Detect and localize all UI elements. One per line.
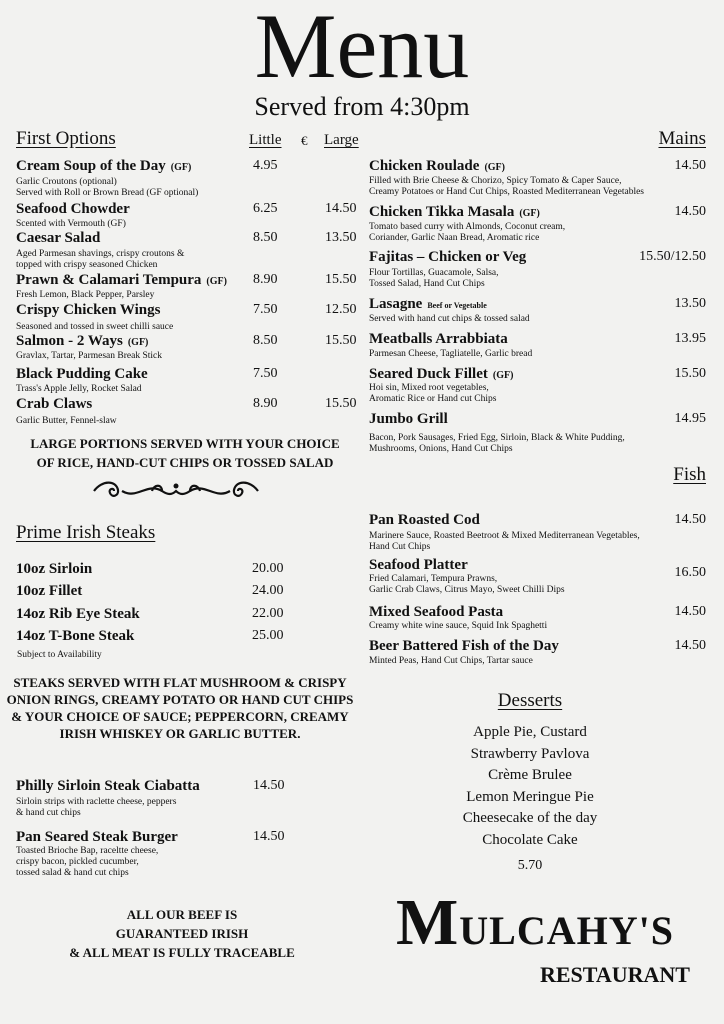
item-name: Crispy Chicken Wings [16,302,161,318]
price: 14.50 [674,158,706,173]
portions-note-line: OF RICE, HAND-CUT CHIPS OR TOSSED SALAD [36,455,334,470]
price-little: 4.95 [253,158,278,173]
item-name: Philly Sirloin Steak Ciabatta [16,778,200,794]
dessert-item: Crème Brulee [488,767,572,784]
item-description: Marinere Sauce, Roasted Beetroot & Mixed Mediterranean Vegetables, [369,531,640,541]
price: 14.50 [253,829,285,844]
price-large: 15.50 [325,272,357,287]
price: 14.50 [253,778,285,793]
price: 14.50 [674,638,706,653]
currency-symbol: € [301,133,308,148]
price: 16.50 [674,565,706,580]
item-description: Aged Parmesan shavings, crispy croutons & [16,249,185,259]
item-description: Served with Roll or Brown Bread (GF optional) [16,188,199,198]
price-little: 7.50 [253,366,278,381]
item-description: Creamy white wine sauce, Squid Ink Spaghetti [369,621,548,631]
price: 20.00 [252,561,284,576]
gluten-free-tag: (GF) [127,337,149,348]
item-description: Scented with Vermouth (GF) [16,219,126,229]
menu-item-name [369,512,480,529]
beef-note-line: ALL OUR BEEF IS [126,907,238,922]
steaks-note: STEAKS SERVED WITH FLAT MUSHROOM & CRISPY ONION RINGS, CREAMY POTATO OR HAND CUT CHIPS & YOUR CHOICE OF SAUCE; PEPPERCORN, CREAMY IRISH WHISKEY OR GARLIC BUTTER. [6,675,354,741]
item-name: Lasagne [369,296,423,312]
item-name: Cream Soup of the Day [16,158,166,174]
price-little: 8.90 [253,396,278,411]
menu-item-name [369,158,505,175]
price-little: 8.50 [253,230,278,245]
item-description: & hand cut chips [16,808,81,818]
menu-item-name [16,829,178,846]
item-description: Toasted Brioche Bap, raceltte cheese, [16,846,159,856]
item-description: Mushrooms, Onions, Hand Cut Chips [369,444,513,454]
gluten-free-tag: (GF) [492,370,514,381]
col-large: Large [324,132,359,148]
menu-item-name [16,302,161,319]
dessert-item: Cheesecake of the day [462,810,598,827]
price-little: 8.50 [253,333,278,348]
item-description: Garlic Croutons (optional) [16,177,117,187]
fish-heading: Fish [673,464,706,485]
item-description: Coriander, Garlic Naan Bread, Aromatic rice [369,233,540,243]
item-description: Sirloin strips with raclette cheese, peppers [16,797,177,807]
dessert-item: Chocolate Cake [482,832,578,848]
item-description: Seasoned and tossed in sweet chilli sauce [16,322,174,332]
price-little: 6.25 [253,201,278,216]
menu-item-name [16,158,191,175]
price-large: 15.50 [325,333,357,348]
price-large: 15.50 [325,396,357,411]
price: 14.95 [674,411,706,426]
steaks-heading: Prime Irish Steaks [16,522,156,543]
item-description: Garlic Butter, Fennel-slaw [16,416,117,426]
price: 13.50 [674,296,706,311]
desserts-heading: Desserts [497,690,563,711]
restaurant-logo-sub: RESTAURANT [540,962,690,987]
item-description: Fried Calamari, Tempura Prawns, [369,574,498,584]
menu-title: Menu [254,0,470,97]
item-name: Seafood Platter [369,557,468,573]
menu-item-name [369,557,468,574]
item-name: 10oz Sirloin [16,561,93,577]
gluten-free-tag: (GF) [484,162,505,173]
price: 14.50 [674,604,706,619]
item-name: Chicken Tikka Masala [369,204,515,220]
item-name: Pan Seared Steak Burger [16,829,178,845]
beef-note [2,905,362,962]
item-name: Salmon - 2 Ways [16,333,123,349]
gluten-free-tag: (GF) [519,208,540,219]
item-name: Beer Battered Fish of the Day [369,638,559,654]
menu-item-name [369,249,526,266]
price-large: 12.50 [325,302,357,317]
item-description: Bacon, Pork Sausages, Fried Egg, Sirloin, Black & White Pudding, [369,433,625,443]
item-variant: Beef or Vegetable [427,301,487,310]
price: 22.00 [252,606,284,621]
item-name: 14oz Rib Eye Steak [16,606,140,622]
item-name: Black Pudding Cake [16,366,148,382]
price: 15.50 [674,366,706,381]
menu-item-name [16,778,200,795]
item-name: Crab Claws [16,396,93,412]
beef-note-line: GUARANTEED IRISH [115,926,249,941]
item-name: 10oz Fillet [16,583,83,599]
item-description: tossed salad & hand cut chips [16,868,129,878]
portions-note [5,434,365,472]
item-description: Filled with Brie Cheese & Chorizo, Spicy Tomato & Caper Sauce, [369,176,622,186]
item-description: Flour Tortillas, Guacamole, Salsa, [369,268,499,278]
item-name: Fajitas – Chicken or Veg [369,249,527,265]
item-description: Minted Peas, Hand Cut Chips, Tartar sauce [369,656,533,666]
price: 25.00 [252,628,284,643]
item-name: Chicken Roulade [369,158,480,174]
dessert-item: Apple Pie, Custard [473,724,587,740]
item-name: 14oz T-Bone Steak [16,628,135,644]
item-description: Trass's Apple Jelly, Rocket Salad [16,384,142,394]
price: 14.50 [674,204,706,219]
price-large: 13.50 [325,230,357,245]
menu-item-name [16,606,140,623]
item-name: Seafood Chowder [16,201,130,217]
item-name: Caesar Salad [16,230,101,246]
price-large: 14.50 [325,201,357,216]
item-description: Served with hand cut chips & tossed salad [369,314,530,324]
ornament-divider [92,478,260,504]
dessert-item: Strawberry Pavlova [470,745,590,762]
menu-item-name [369,296,487,313]
price-little: 8.90 [253,272,278,287]
item-description: Tossed Salad, Hand Cut Chips [369,279,485,289]
menu-item-name [16,333,148,350]
item-description: Creamy Potatoes or Hand Cut Chips, Roasted Mediterranean Vegetables [369,187,644,197]
item-name: Pan Roasted Cod [369,512,480,528]
gluten-free-tag: (GF) [170,162,192,173]
menu-item-name [369,604,503,621]
menu-item-name [369,411,448,428]
item-description: Aromatic Rice or Hand cut Chips [369,394,497,404]
item-description: Parmesan Cheese, Tagliatelle, Garlic bread [369,349,533,359]
menu-item-name [16,396,92,413]
menu-item-name [16,561,92,578]
item-description: crispy bacon, pickled cucumber, [16,857,139,867]
price: 15.50/12.50 [639,249,706,264]
menu-item-name [16,366,148,383]
item-description: Fresh Lemon, Black Pepper, Parsley [16,290,155,300]
mains-heading: Mains [658,128,706,149]
item-description: Garlic Crab Claws, Citrus Mayo, Sweet Chilli Dips [369,585,565,595]
price: 14.50 [674,512,706,527]
first-options-heading: First Options [16,128,116,149]
item-description: Hand Cut Chips [369,542,431,552]
col-little: Little [249,132,282,148]
dessert-price: 5.70 [517,858,543,873]
item-name: Jumbo Grill [369,411,448,427]
item-name: Prawn & Calamari Tempura [16,272,202,288]
item-name: Meatballs Arrabbiata [369,331,508,347]
menu-item-name [16,583,82,600]
restaurant-logo: MULCAHY'S [396,886,674,959]
item-description: topped with crispy seasoned Chicken [16,260,158,270]
beef-note-line: & ALL MEAT IS FULLY TRACEABLE [69,945,295,960]
availability-note: Subject to Availability [17,650,102,660]
menu-item-name [369,366,513,383]
portions-note-line: LARGE PORTIONS SERVED WITH YOUR CHOICE [30,436,340,451]
menu-item-name [369,204,540,221]
item-name: Seared Duck Fillet [369,366,488,382]
item-description: Gravlax, Tartar, Parmesan Break Stick [16,351,162,361]
item-name: Mixed Seafood Pasta [369,604,504,620]
menu-item-name [16,201,130,218]
menu-item-name [369,331,508,348]
dessert-item: Lemon Meringue Pie [466,788,594,805]
gluten-free-tag: (GF) [206,276,227,287]
menu-item-name [16,628,134,645]
price: 13.95 [674,331,706,346]
menu-item-name [16,272,227,289]
item-description: Tomato based curry with Almonds, Coconut cream, [369,222,566,232]
menu-item-name [16,230,100,247]
item-description: Hoi sin, Mixed root vegetables, [369,383,489,393]
served-from: Served from 4:30pm [254,92,470,121]
price: 24.00 [252,583,284,598]
menu-item-name [369,638,559,655]
price-little: 7.50 [253,302,278,317]
